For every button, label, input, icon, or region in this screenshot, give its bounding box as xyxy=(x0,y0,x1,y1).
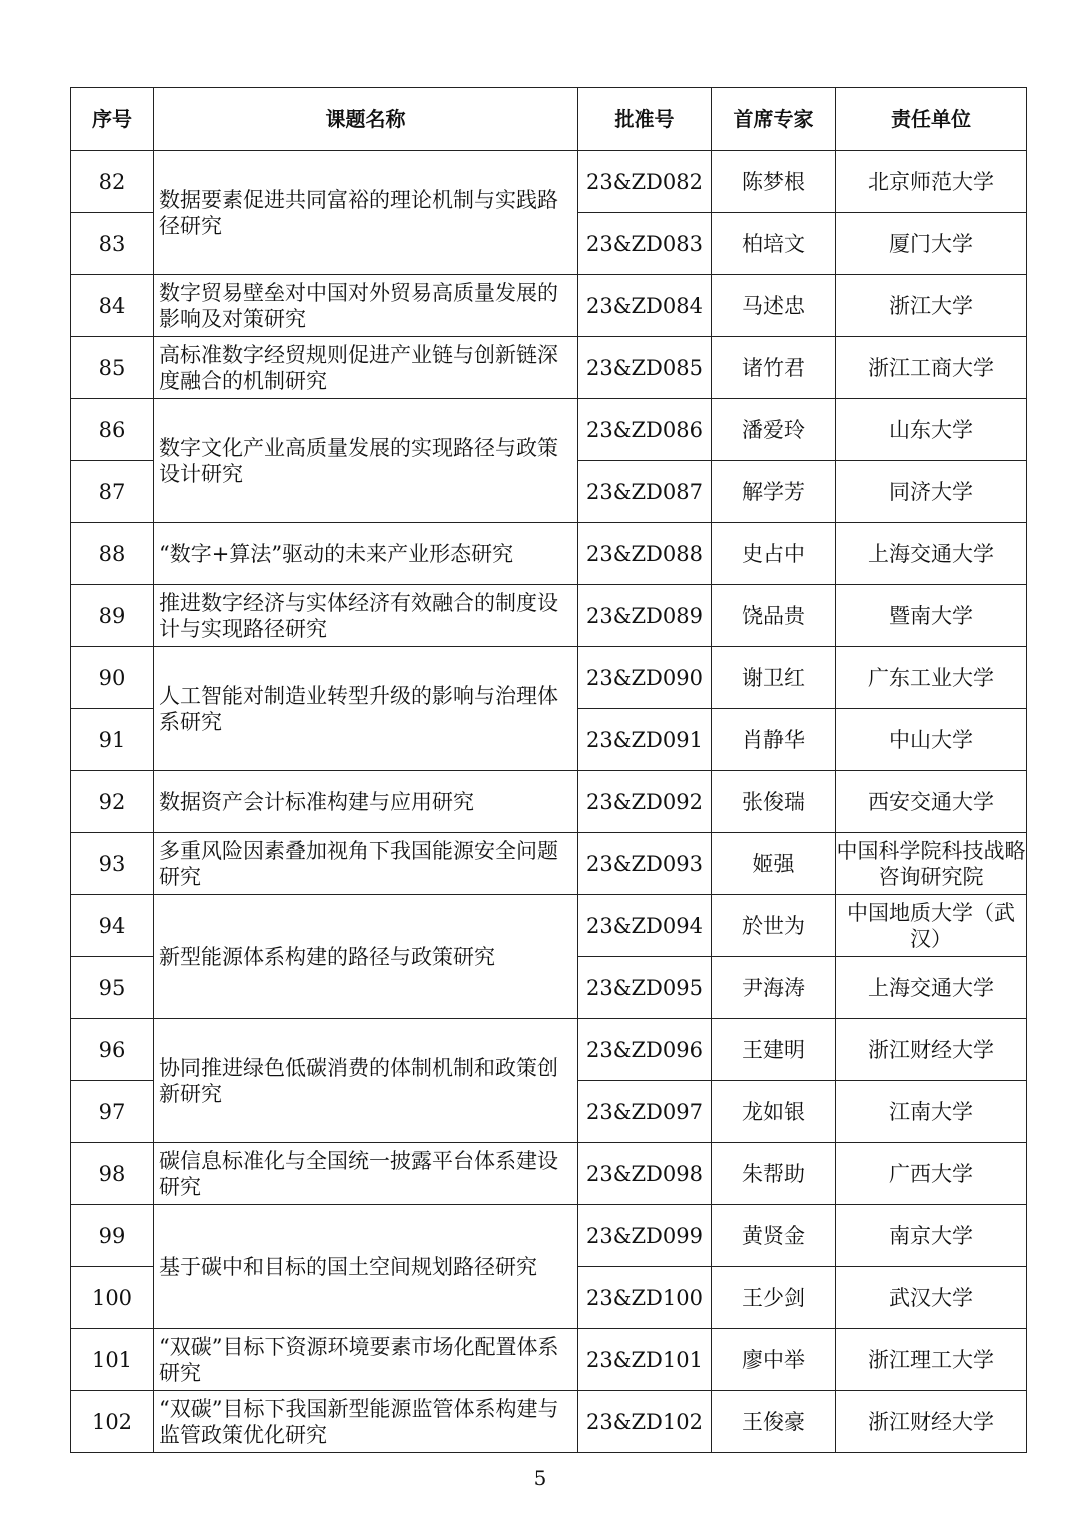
seq-cell: 102 xyxy=(71,1391,154,1453)
approval-cell: 23&ZD086 xyxy=(578,399,712,461)
header-seq: 序号 xyxy=(71,88,154,151)
approval-cell: 23&ZD102 xyxy=(578,1391,712,1453)
unit-cell: 山东大学 xyxy=(836,399,1027,461)
seq-cell: 84 xyxy=(71,275,154,337)
approval-cell: 23&ZD093 xyxy=(578,833,712,895)
expert-cell: 黄贤金 xyxy=(712,1205,836,1267)
unit-cell: 同济大学 xyxy=(836,461,1027,523)
expert-cell: 於世为 xyxy=(712,895,836,957)
header-title: 课题名称 xyxy=(154,88,578,151)
approval-cell: 23&ZD090 xyxy=(578,647,712,709)
unit-cell: 中山大学 xyxy=(836,709,1027,771)
title-cell: 高标准数字经贸规则促进产业链与创新链深度融合的机制研究 xyxy=(154,337,578,399)
seq-cell: 85 xyxy=(71,337,154,399)
table-row xyxy=(71,1019,1027,1081)
unit-cell: 西安交通大学 xyxy=(836,771,1027,833)
title-cell: 数据要素促进共同富裕的理论机制与实践路径研究 xyxy=(154,151,578,275)
expert-cell: 王少剑 xyxy=(712,1267,836,1329)
approval-cell: 23&ZD091 xyxy=(578,709,712,771)
seq-cell: 82 xyxy=(71,151,154,213)
expert-cell: 王建明 xyxy=(712,1019,836,1081)
approval-cell: 23&ZD095 xyxy=(578,957,712,1019)
seq-cell: 83 xyxy=(71,213,154,275)
seq-cell: 95 xyxy=(71,957,154,1019)
table-body xyxy=(71,151,1027,1453)
seq-cell: 89 xyxy=(71,585,154,647)
seq-cell: 90 xyxy=(71,647,154,709)
unit-cell: 上海交通大学 xyxy=(836,523,1027,585)
approval-cell: 23&ZD097 xyxy=(578,1081,712,1143)
table-row xyxy=(71,1329,1027,1391)
seq-cell: 99 xyxy=(71,1205,154,1267)
seq-cell: 93 xyxy=(71,833,154,895)
unit-cell: 浙江财经大学 xyxy=(836,1019,1027,1081)
seq-cell: 97 xyxy=(71,1081,154,1143)
seq-cell: 86 xyxy=(71,399,154,461)
unit-cell: 浙江大学 xyxy=(836,275,1027,337)
header-approval: 批准号 xyxy=(578,88,712,151)
table-row xyxy=(71,1391,1027,1453)
approval-cell: 23&ZD100 xyxy=(578,1267,712,1329)
seq-cell: 88 xyxy=(71,523,154,585)
title-cell: “双碳”目标下资源环境要素市场化配置体系研究 xyxy=(154,1329,578,1391)
unit-cell: 南京大学 xyxy=(836,1205,1027,1267)
unit-cell: 江南大学 xyxy=(836,1081,1027,1143)
unit-cell: 中国科学院科技战略咨询研究院 xyxy=(836,833,1027,895)
project-table xyxy=(70,87,1027,1453)
unit-cell: 上海交通大学 xyxy=(836,957,1027,1019)
unit-cell: 浙江工商大学 xyxy=(836,337,1027,399)
expert-cell: 解学芳 xyxy=(712,461,836,523)
seq-cell: 91 xyxy=(71,709,154,771)
unit-cell: 广西大学 xyxy=(836,1143,1027,1205)
table-row xyxy=(71,275,1027,337)
table-row xyxy=(71,151,1027,213)
unit-cell: 暨南大学 xyxy=(836,585,1027,647)
approval-cell: 23&ZD101 xyxy=(578,1329,712,1391)
title-cell: 协同推进绿色低碳消费的体制机制和政策创新研究 xyxy=(154,1019,578,1143)
unit-cell: 浙江理工大学 xyxy=(836,1329,1027,1391)
expert-cell: 史占中 xyxy=(712,523,836,585)
approval-cell: 23&ZD085 xyxy=(578,337,712,399)
unit-cell: 广东工业大学 xyxy=(836,647,1027,709)
table-row xyxy=(71,771,1027,833)
seq-cell: 100 xyxy=(71,1267,154,1329)
table-row xyxy=(71,585,1027,647)
title-cell: 多重风险因素叠加视角下我国能源安全问题研究 xyxy=(154,833,578,895)
title-cell: “数字+算法”驱动的未来产业形态研究 xyxy=(154,523,578,585)
unit-cell: 浙江财经大学 xyxy=(836,1391,1027,1453)
title-cell: 新型能源体系构建的路径与政策研究 xyxy=(154,895,578,1019)
approval-cell: 23&ZD092 xyxy=(578,771,712,833)
table-row xyxy=(71,1205,1027,1267)
seq-cell: 94 xyxy=(71,895,154,957)
expert-cell: 柏培文 xyxy=(712,213,836,275)
title-cell: 碳信息标准化与全国统一披露平台体系建设研究 xyxy=(154,1143,578,1205)
expert-cell: 朱帮助 xyxy=(712,1143,836,1205)
header-unit: 责任单位 xyxy=(836,88,1027,151)
header-expert: 首席专家 xyxy=(712,88,836,151)
expert-cell: 陈梦根 xyxy=(712,151,836,213)
expert-cell: 龙如银 xyxy=(712,1081,836,1143)
table-row xyxy=(71,1143,1027,1205)
expert-cell: 廖中举 xyxy=(712,1329,836,1391)
seq-cell: 101 xyxy=(71,1329,154,1391)
expert-cell: 饶品贵 xyxy=(712,585,836,647)
expert-cell: 尹海涛 xyxy=(712,957,836,1019)
expert-cell: 王俊豪 xyxy=(712,1391,836,1453)
title-cell: 推进数字经济与实体经济有效融合的制度设计与实现路径研究 xyxy=(154,585,578,647)
table-row xyxy=(71,337,1027,399)
seq-cell: 87 xyxy=(71,461,154,523)
approval-cell: 23&ZD096 xyxy=(578,1019,712,1081)
expert-cell: 张俊瑞 xyxy=(712,771,836,833)
approval-cell: 23&ZD088 xyxy=(578,523,712,585)
approval-cell: 23&ZD083 xyxy=(578,213,712,275)
approval-cell: 23&ZD087 xyxy=(578,461,712,523)
expert-cell: 潘爱玲 xyxy=(712,399,836,461)
expert-cell: 肖静华 xyxy=(712,709,836,771)
expert-cell: 马述忠 xyxy=(712,275,836,337)
title-cell: 基于碳中和目标的国土空间规划路径研究 xyxy=(154,1205,578,1329)
approval-cell: 23&ZD094 xyxy=(578,895,712,957)
seq-cell: 92 xyxy=(71,771,154,833)
table-row xyxy=(71,523,1027,585)
expert-cell: 诸竹君 xyxy=(712,337,836,399)
table-row xyxy=(71,895,1027,957)
table-header-row xyxy=(71,88,1027,151)
approval-cell: 23&ZD098 xyxy=(578,1143,712,1205)
table-row xyxy=(71,647,1027,709)
page-number: 5 xyxy=(533,1466,547,1490)
unit-cell: 厦门大学 xyxy=(836,213,1027,275)
expert-cell: 姬强 xyxy=(712,833,836,895)
approval-cell: 23&ZD099 xyxy=(578,1205,712,1267)
expert-cell: 谢卫红 xyxy=(712,647,836,709)
table-row xyxy=(71,833,1027,895)
title-cell: 数据资产会计标准构建与应用研究 xyxy=(154,771,578,833)
title-cell: 人工智能对制造业转型升级的影响与治理体系研究 xyxy=(154,647,578,771)
unit-cell: 北京师范大学 xyxy=(836,151,1027,213)
table-row xyxy=(71,399,1027,461)
unit-cell: 武汉大学 xyxy=(836,1267,1027,1329)
seq-cell: 98 xyxy=(71,1143,154,1205)
title-cell: 数字文化产业高质量发展的实现路径与政策设计研究 xyxy=(154,399,578,523)
approval-cell: 23&ZD084 xyxy=(578,275,712,337)
title-cell: 数字贸易壁垒对中国对外贸易高质量发展的影响及对策研究 xyxy=(154,275,578,337)
approval-cell: 23&ZD082 xyxy=(578,151,712,213)
approval-cell: 23&ZD089 xyxy=(578,585,712,647)
seq-cell: 96 xyxy=(71,1019,154,1081)
title-cell: “双碳”目标下我国新型能源监管体系构建与监管政策优化研究 xyxy=(154,1391,578,1453)
unit-cell: 中国地质大学（武汉） xyxy=(836,895,1027,957)
